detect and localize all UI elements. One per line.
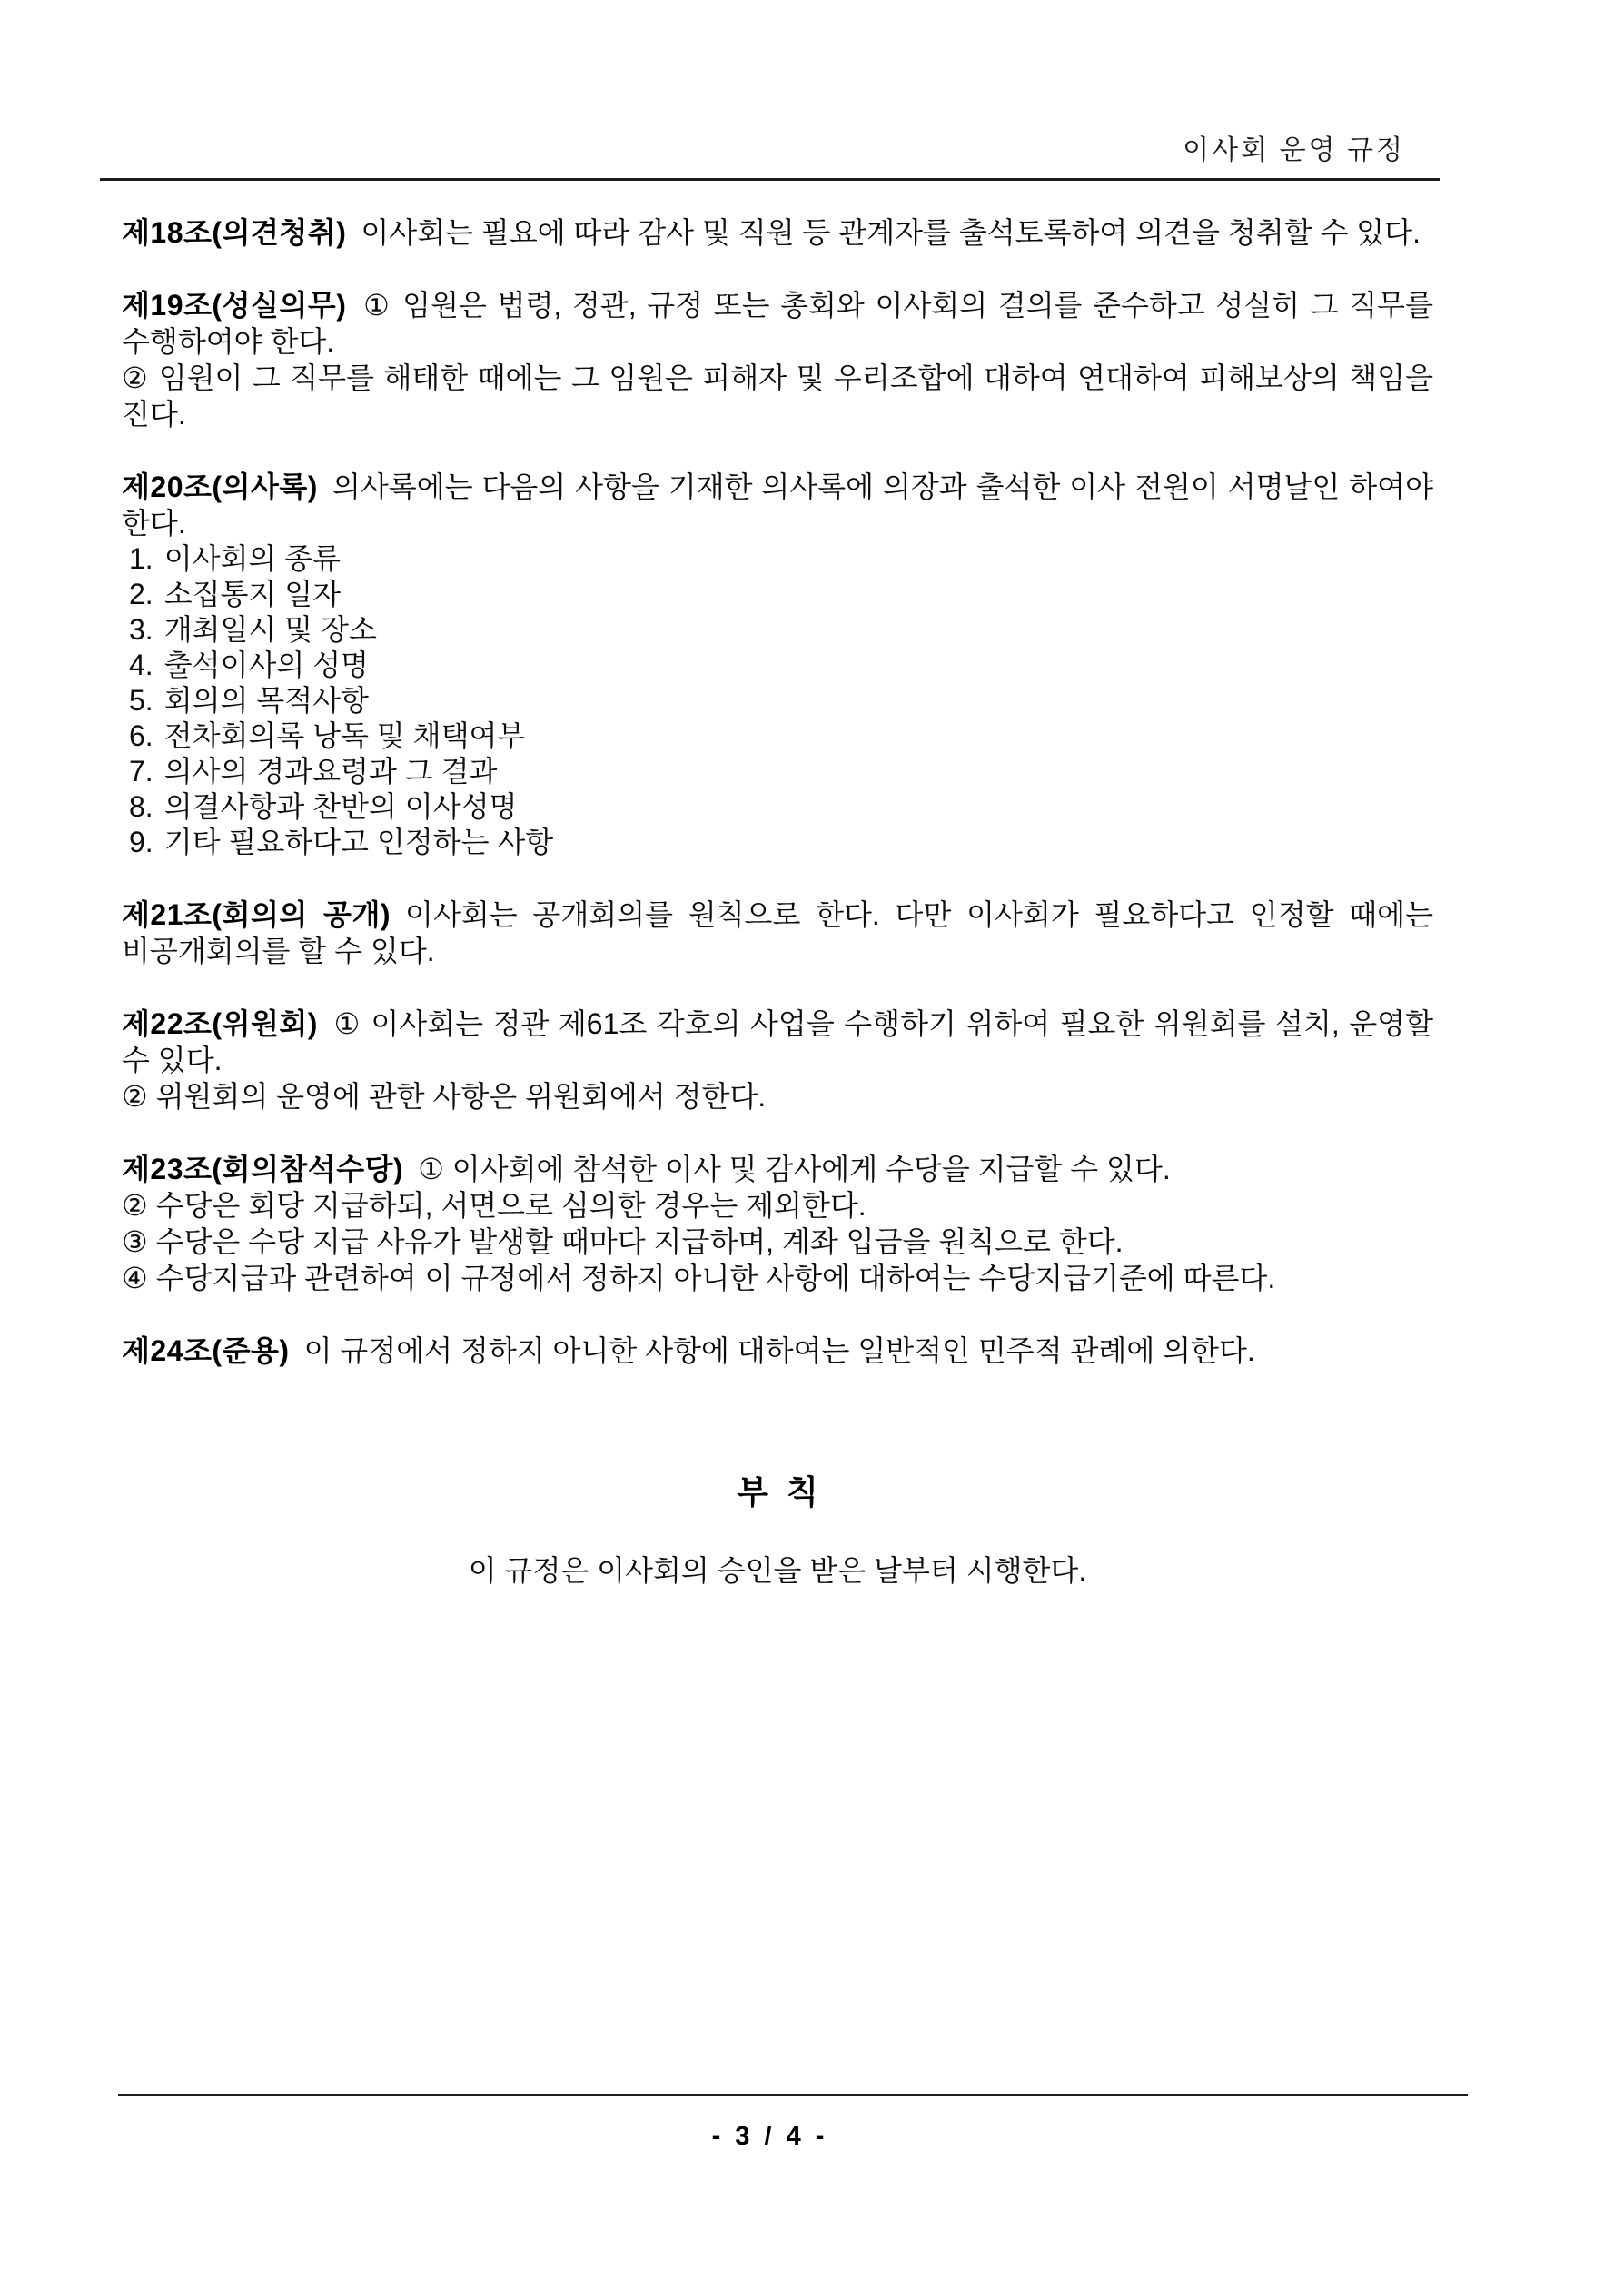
list-item-number: 8.: [129, 790, 153, 823]
list-item-text: 의사의 경과요령과 그 결과: [163, 755, 498, 788]
article-clause: ④ 수당지급과 관련하여 이 규정에서 정하지 아니한 사항에 대하여는 수당지급기준에 따른다.: [122, 1262, 1276, 1294]
list-item: [129, 648, 1433, 683]
list-item-text: 출석이사의 성명: [163, 649, 369, 681]
list-item-number: 3.: [129, 613, 153, 646]
page-header: [100, 0, 1440, 181]
article-paragraph: [122, 1006, 1433, 1078]
article-clause: ② 수당은 회당 지급하되, 서면으로 심의한 경우는 제외한다.: [122, 1189, 866, 1222]
article-text: ① 임원은 법령, 정관, 규정 또는 총회와 이사회의 결의를 준수하고 성실히 그 직무를 수행하여야 한다.: [122, 289, 1433, 358]
page-number: - 3 / 4 -: [711, 2122, 828, 2151]
list-item-number: 2.: [129, 578, 153, 610]
list-item: [129, 754, 1433, 789]
list-item-text: 기타 필요하다고 인정하는 사항: [163, 826, 554, 858]
list-item-text: 소집통지 일자: [163, 578, 342, 610]
list-item-number: 7.: [129, 755, 153, 788]
article-paragraph: [122, 214, 1433, 251]
list-item: [129, 577, 1433, 612]
document-title: 이사회 운영 규정: [1183, 135, 1405, 165]
article-heading: 제24조(준용): [122, 1334, 290, 1367]
article-paragraph: [122, 469, 1433, 541]
article-text: ① 이사회에 참석한 이사 및 감사에게 수당을 지급할 수 있다.: [418, 1153, 1171, 1185]
article-text: ① 이사회는 정관 제61조 각호의 사업을 수행하기 위하여 필요한 위원회를 설치, 운영할 수 있다.: [122, 1007, 1433, 1076]
article-heading: 제23조(회의참석수당): [122, 1153, 404, 1185]
list-item-number: 5.: [129, 684, 153, 717]
article-18: [122, 214, 1433, 251]
addendum-title: 부 칙: [737, 1473, 818, 1511]
article-text: 이 규정에서 정하지 아니한 사항에 대하여는 일반적인 민주적 관례에 의한다.: [303, 1334, 1255, 1367]
list-item-text: 회의의 목적사항: [163, 684, 369, 717]
article-21: [122, 897, 1433, 969]
list-item: [129, 718, 1433, 754]
addendum-text: 이 규정은 이사회의 승인을 받은 날부터 시행한다.: [468, 1554, 1087, 1587]
article-paragraph: [122, 1333, 1433, 1369]
article-text: 이사회는 필요에 따라 감사 및 직원 등 관계자를 출석토록하여 의견을 청취할 수 있다.: [361, 216, 1421, 249]
article-22: [122, 1006, 1433, 1115]
list-item-number: 9.: [129, 826, 153, 858]
minutes-items-list: [122, 541, 1433, 860]
article-paragraph: [122, 897, 1433, 969]
article-24: [122, 1333, 1433, 1369]
list-item: [129, 541, 1433, 577]
list-item-number: 1.: [129, 542, 153, 575]
list-item-text: 이사회의 종류: [163, 542, 342, 575]
article-paragraph: [122, 1151, 1433, 1187]
article-text: 의사록에는 다음의 사항을 기재한 의사록에 의장과 출석한 이사 전원이 서명날인 하여야 한다.: [122, 471, 1433, 540]
article-heading: 제21조(회의의 공개): [122, 898, 391, 931]
article-clause: ② 위원회의 운영에 관한 사항은 위원회에서 정한다.: [122, 1080, 767, 1113]
list-item-text: 개최일시 및 장소: [163, 613, 377, 646]
document-body: [122, 214, 1433, 1589]
addendum-section: [122, 1474, 1433, 1589]
article-clause: ③ 수당은 수당 지급 사유가 발생할 때마다 지급하며, 계좌 입금을 원칙으로 한다.: [122, 1225, 1124, 1258]
list-item: [129, 825, 1433, 860]
list-item-text: 전차회의록 낭독 및 채택여부: [163, 719, 526, 752]
article-text: 이사회는 공개회의를 원칙으로 한다. 다만 이사회가 필요하다고 인정할 때에는 비공개회의를 할 수 있다.: [122, 898, 1433, 967]
list-item-text: 의결사항과 찬반의 이사성명: [163, 790, 518, 823]
article-23: [122, 1151, 1433, 1296]
header-rule: [100, 178, 1440, 181]
list-item-number: 4.: [129, 649, 153, 681]
footer-rule: [118, 2094, 1468, 2096]
article-20: [122, 469, 1433, 860]
list-item-number: 6.: [129, 719, 153, 752]
article-clause: ② 임원이 그 직무를 해태한 때에는 그 임원은 피해자 및 우리조합에 대하여 연대하여 피해보상의 책임을 진다.: [122, 362, 1433, 431]
article-paragraph: [122, 287, 1433, 360]
article-heading: 제19조(성실의무): [122, 289, 347, 322]
list-item: [129, 612, 1433, 648]
article-heading: 제18조(의견청취): [122, 216, 347, 249]
article-19: [122, 287, 1433, 432]
article-heading: 제20조(의사록): [122, 471, 318, 503]
list-item: [129, 683, 1433, 718]
list-item: [129, 789, 1433, 825]
article-heading: 제22조(위원회): [122, 1007, 318, 1040]
